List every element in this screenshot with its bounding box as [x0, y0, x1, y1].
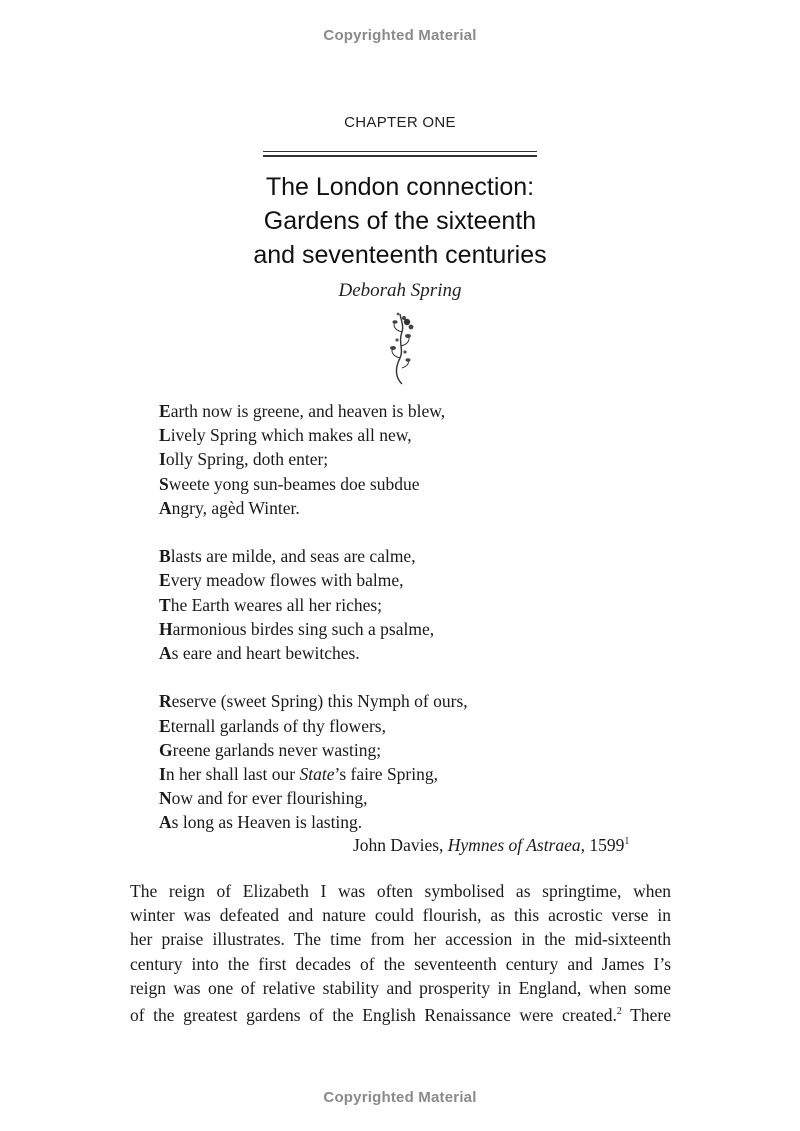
chapter-title-line: The London connection:	[265, 173, 535, 201]
poem-line: Angry, agèd Winter.	[159, 497, 300, 518]
copyright-watermark-bottom: Copyrighted Material	[323, 1089, 477, 1106]
poem-line: Eternall garlands of thy flowers,	[159, 715, 386, 736]
chapter-author: Deborah Spring	[338, 280, 462, 301]
poem-line: Greene garlands never wasting;	[159, 739, 382, 760]
poem-line: Reserve (sweet Spring) this Nymph of ours,	[159, 691, 468, 712]
chapter-title	[0, 170, 800, 272]
body-line: winter was defeated and nature could flourish, as this acrostic verse in	[130, 905, 671, 926]
chapter-title-line: Gardens of the sixteenth	[263, 207, 537, 235]
poem-line: As eare and heart bewitches.	[159, 643, 360, 664]
poem-line: As long as Heaven is lasting.	[159, 812, 363, 833]
poem-line: Harmonious birdes sing such a psalme,	[159, 618, 435, 639]
floral-sprig-ornament-icon	[382, 310, 418, 386]
poem-line: Earth now is greene, and heaven is blew,	[159, 401, 446, 421]
poem-stanza	[159, 399, 679, 520]
poem-line: Lively Spring which makes all new,	[159, 425, 412, 446]
body-paragraph	[130, 879, 671, 1027]
chapter-title-line: and seventeenth centuries	[253, 241, 547, 269]
poem-line: Every meadow flowes with balme,	[159, 570, 404, 591]
footnote-ref: 2	[616, 1006, 622, 1018]
title-rule-thin	[263, 151, 537, 152]
poem-line: Iolly Spring, doth enter;	[159, 449, 329, 470]
poem-line: The Earth weares all her riches;	[159, 594, 383, 615]
poem-line: Now and for ever flourishing,	[159, 788, 368, 809]
poem-line: Blasts are milde, and seas are calme,	[159, 546, 416, 567]
poem-line: Sweete yong sun-beames doe subdue	[159, 473, 420, 494]
copyright-watermark-top: Copyrighted Material	[323, 27, 477, 44]
footnote-ref: 1	[624, 836, 630, 847]
acrostic-poem	[159, 399, 679, 835]
poem-attribution: John Davies, Hymnes of Astraea, 1599$^1$	[353, 835, 630, 855]
chapter-label: CHAPTER ONE	[344, 114, 456, 131]
poem-stanza	[159, 544, 679, 665]
poem-line: In her shall last our State’s faire Spring,	[159, 764, 438, 785]
body-line: her praise illustrates. The time from her accession in the mid-sixteenth	[130, 929, 671, 950]
body-line: The reign of Elizabeth I was often symbolised as springtime, when	[130, 881, 671, 901]
body-line: reign was one of relative stability and prosperity in England, when some	[130, 977, 671, 998]
poem-stanza	[159, 689, 679, 834]
body-line: century into the first decades of the seventeenth century and James I’s	[130, 953, 671, 974]
title-rule-thick	[263, 155, 537, 157]
body-line: of the greatest gardens of the English Renaissance were created.$^2$ There	[130, 1005, 671, 1026]
